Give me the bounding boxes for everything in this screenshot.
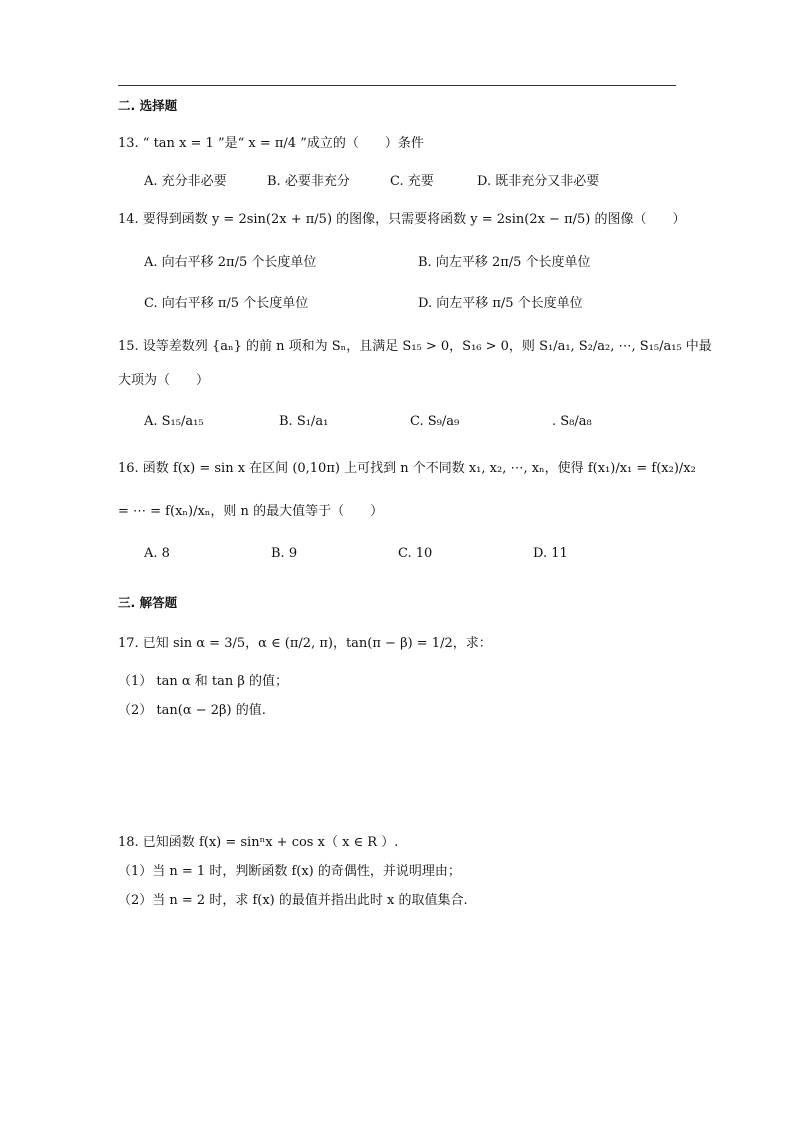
- q14-option-c: C. 向右平移 π/5 个长度单位: [144, 296, 309, 311]
- q13-option-b: B. 必要非充分: [267, 174, 350, 189]
- section-title-answer: 三. 解答题: [118, 595, 178, 610]
- q17-part-2: （2） tan(α − 2β) 的值.: [118, 703, 266, 718]
- q13-option-c: C. 充要: [390, 174, 434, 189]
- q16-option-d: D. 11: [533, 546, 568, 561]
- q16-stem-continued: = ⋯ = f(xₙ)/xₙ，则 n 的最大值等于（ ）: [118, 504, 384, 519]
- q16-option-a: A. 8: [144, 546, 170, 561]
- q15-stem-continued: 大项为（ ）: [118, 373, 210, 388]
- q14-option-a: A. 向右平移 2π/5 个长度单位: [144, 255, 317, 270]
- q18-part-2: （2）当 n = 2 时，求 f(x) 的最值并指出此时 x 的取值集合.: [118, 893, 468, 908]
- q18-part-1: （1）当 n = 1 时，判断函数 f(x) 的奇偶性，并说明理由；: [118, 864, 461, 879]
- q16-option-b: B. 9: [271, 546, 298, 561]
- q13-option-a: A. 充分非必要: [144, 174, 227, 189]
- q13-option-d: D. 既非充分又非必要: [477, 174, 600, 189]
- q13-stem: 13. “ tan x = 1 ”是“ x = π/4 ”成立的（ ）条件: [118, 136, 424, 151]
- q15-stem: 15. 设等差数列 {aₙ} 的前 n 项和为 Sₙ，且满足 S₁₅ > 0，S₁₆ > 0，则 S₁/a₁, S₂/a₂, ⋯, S₁₅/a₁₅ 中最: [118, 339, 712, 354]
- q16-stem: 16. 函数 f(x) = sin x 在区间 (0,10π) 上可找到 n 个不同数 x₁, x₂, ⋯, xₙ，使得 f(x₁)/x₁ = f(x₂)/x₂: [118, 461, 696, 476]
- q14-option-b: B. 向左平移 2π/5 个长度单位: [418, 255, 591, 270]
- q17-part-1: （1） tan α 和 tan β 的值；: [118, 674, 289, 689]
- q18-stem: 18. 已知函数 f(x) = sinⁿx + cos x（ x ∈ R ）.: [118, 835, 399, 850]
- q16-option-c: C. 10: [398, 546, 433, 561]
- q14-stem: 14. 要得到函数 y = 2sin(2x + π/5) 的图像，只需要将函数 y = 2sin(2x − π/5) 的图像（ ）: [118, 212, 686, 227]
- q15-option-a: A. S₁₅/a₁₅: [144, 414, 204, 429]
- q17-stem: 17. 已知 sin α = 3/5，α ∈ (π/2, π)，tan(π − β) = 1/2，求：: [118, 636, 492, 651]
- q15-option-d: . S₈/a₈: [552, 414, 592, 429]
- q14-option-d: D. 向左平移 π/5 个长度单位: [418, 296, 583, 311]
- q15-option-b: B. S₁/a₁: [279, 414, 329, 429]
- q15-option-c: C. S₉/a₉: [410, 414, 460, 429]
- section-title-choice: 二. 选择题: [118, 98, 178, 113]
- header-rule: [118, 85, 676, 86]
